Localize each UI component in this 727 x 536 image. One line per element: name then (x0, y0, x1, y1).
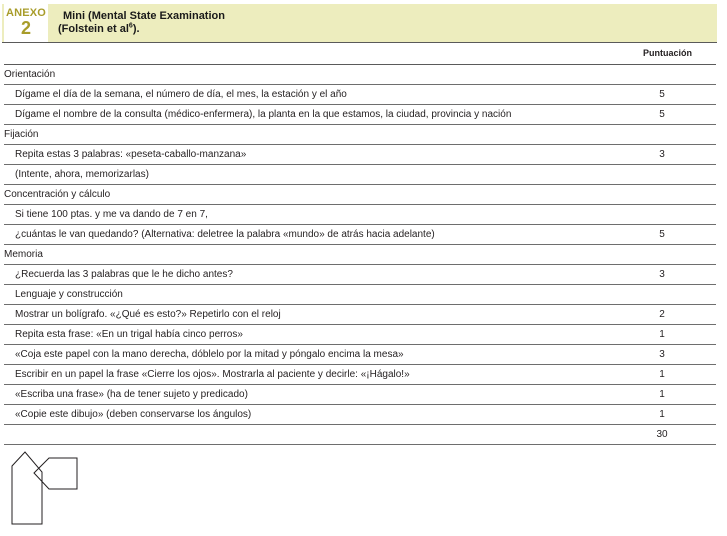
item-text: «Copie este dibujo» (deben conservarse los ángulos) (15, 409, 252, 420)
table-row (4, 205, 716, 225)
item-text: Repita esta frase: «En un trigal había cinco perros» (15, 329, 243, 340)
table-row (4, 145, 716, 165)
section-title: Memoria (4, 249, 43, 260)
item-score: 5 (659, 109, 665, 120)
table-row (4, 85, 716, 105)
table-row (4, 385, 716, 405)
item-score: 5 (659, 229, 665, 240)
item-text: «Escriba una frase» (ha de tener sujeto y predicado) (15, 389, 248, 400)
title-line-2-end: ). (132, 23, 140, 35)
item-text: ¿cuántas le van quedando? (Alternativa: deletree la palabra «mundo» de atrás hacia adelante) (15, 229, 435, 240)
item-score: 1 (659, 329, 665, 340)
total-row (4, 425, 716, 445)
annex-number: 2 (20, 18, 31, 38)
item-text: (Intente, ahora, memorizarlas) (15, 169, 149, 180)
section-title: Concentración y cálculo (4, 189, 111, 200)
item-score: 3 (659, 269, 665, 280)
item-score: 1 (659, 409, 665, 420)
section-title: Orientación (4, 69, 56, 80)
table-row (4, 265, 716, 285)
table-row (4, 285, 716, 305)
table-row (4, 105, 716, 125)
section-title: Fijación (4, 129, 39, 140)
page-title (58, 10, 225, 36)
total-score: 30 (656, 429, 668, 440)
item-score: 3 (659, 349, 665, 360)
section-row (4, 245, 716, 265)
title-line-1: Mini (Mental State Examination (63, 10, 225, 22)
table-row (4, 305, 716, 325)
item-text: ¿Recuerda las 3 palabras que le he dicho antes? (15, 269, 233, 280)
item-score: 3 (659, 149, 665, 160)
item-text: Mostrar un bolígrafo. «¿Qué es esto?» Repetirlo con el reloj (15, 309, 281, 320)
item-text: Dígame el día de la semana, el número de día, el mes, la estación y el año (15, 89, 347, 100)
item-text: Escribir en un papel la frase «Cierre los ojos». Mostrarla al paciente y decirle: «¡Hágalo!» (15, 369, 410, 380)
item-score: 1 (659, 369, 665, 380)
item-text: Repita estas 3 palabras: «peseta-caballo-manzana» (15, 149, 247, 160)
intersecting-pentagons-figure-icon (8, 448, 80, 526)
item-text: Si tiene 100 ptas. y me va dando de 7 en 7, (15, 209, 208, 220)
table-row (4, 325, 716, 345)
item-score: 2 (659, 309, 665, 320)
item-score: 5 (659, 89, 665, 100)
item-text: «Coja este papel con la mano derecha, dóblelo por la mitad y póngalo encima la mesa» (15, 349, 404, 360)
citation-superscript: 6 (128, 22, 133, 30)
table-row (4, 405, 716, 425)
section-row (4, 185, 716, 205)
item-score: 1 (659, 389, 665, 400)
table-row (4, 345, 716, 365)
item-text: Lenguaje y construcción (15, 289, 123, 300)
title-line-2 (58, 23, 225, 36)
table-row (4, 165, 716, 185)
table-row (4, 225, 716, 245)
annex-word: ANEXO (5, 7, 47, 19)
section-row (4, 125, 716, 145)
item-text: Dígame el nombre de la consulta (médico-enfermera), la planta en la que estamos, la ciudad, provincia y nación (15, 109, 512, 120)
annex-header (2, 4, 717, 43)
title-line-2-text: (Folstein et al (58, 23, 129, 35)
score-column-header: Puntuación (643, 48, 692, 58)
mmse-table (4, 65, 716, 445)
section-row (4, 65, 716, 85)
annex-badge (4, 4, 48, 42)
table-row (4, 365, 716, 385)
